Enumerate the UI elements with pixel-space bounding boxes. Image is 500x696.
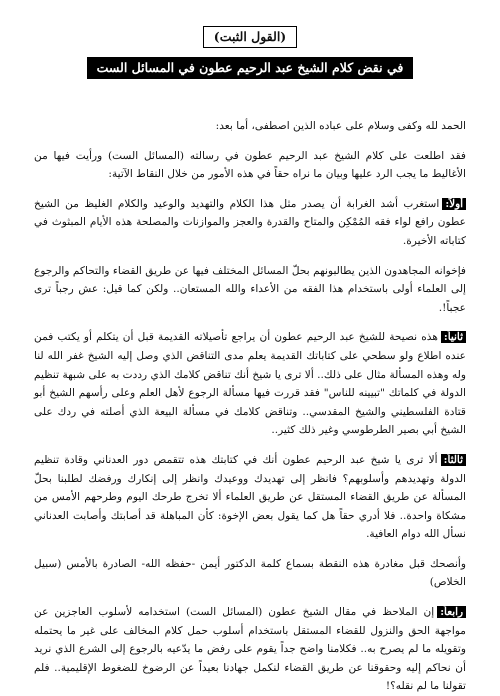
point-label: رابعاً: — [437, 606, 466, 618]
paragraph — [34, 117, 466, 136]
paragraph-text: فإخوانه المجاهدون الذين يطالبونهم بحلّ المسائل المختلف فيها عن طريق القضاء والتحاكم والرجوع إلى العلماء أولى باستخدام هذا الفقه من الأعداء والله المستعان.. ولكن كما قيل: عش رجباً ترى عجباً!. — [34, 264, 466, 314]
document-body — [34, 117, 466, 696]
paragraph-text: ألا ترى يا شيخ عبد الرحيم عطون أنك في كتابتك هذه تتقمص دور العدناني وقادة تنظيم الدولة وتهديدهم وأسلوبهم؟ فانظر إلى تهديدك ووعيدك وانظر إلى إنكارك ورفضك لطلبنا بحلّ المسألة عن طريق القضاء المستقل عن طريق العلماء ألا تخرج طرحك اليوم وطرحهم الأمس من مشكاة واحدة.. فلا أدري حقاً هل كما يقول بعض الإخوة: كأن المباهلة قد أصابتك وأصابت العدناني نسأل الله دوام العافية. — [34, 453, 466, 541]
paragraph-text: فقد اطلعت على كلام الشيخ عبد الرحيم عطون في رسالته (المسائل الست) ورأيت فيها من الأغاليط ما يجب الرد عليها وبيان ما نراه حقاً في هذه الأمور من خلال النقاط الآتية: — [34, 149, 466, 181]
document-subtitle: في نقض كلام الشيخ عبد الرحيم عطون في المسائل الست — [87, 57, 414, 79]
document-title: (القول الثبت) — [203, 26, 297, 48]
paragraph-text: وأنصحك قبل مغادرة هذه النقطة بسماع كلمة الدكتور أيمن -حفظه الله- الصادرة بالأمس (سبيل الخلاص) — [34, 557, 466, 589]
paragraph — [34, 262, 466, 318]
paragraph — [34, 555, 466, 592]
paragraph — [34, 195, 466, 251]
paragraph — [34, 451, 466, 544]
paragraph — [34, 328, 466, 440]
paragraph — [34, 147, 466, 184]
paragraph-text: هذه نصيحة للشيخ عبد الرحيم عطون أن يراجع تأصيلاته القديمة قبل أن يتكلم أو يكتب فمن عنده اطلاع ولو سطحي على كتاباتك القديمة يعلم مدى التناقض الذي وصل إليه الشيخ غفر الله لنا وله وهذه المسألة مثال على ذلك.. ألا ترى يا شيخ أنك تناقض كلامك الذي رددت به على شبهة تنظيم الدولة في كلماتك "تبيينه للناس" فقد قررت فيها مسألة الرجوع لأهل العلم وعلى رأسهم الشيخ أبو قتادة الفلسطيني والشيخ المقدسي.. وتناقض كلامك في مسألة البيعة الذي أصلته في ردك على الشيخ أبي بصير الطرطوسي وغير ذلك كثير.. — [34, 331, 466, 437]
paragraph-text: إن الملاحظ في مقال الشيخ عطون (المسائل الست) استخدامه لأسلوب العاجزين عن مواجهة الحق والنزول للقضاء المستقل باستخدام أسلوب حمل كلام المخالف على غير ما يحتمله وتقويله ما لم يصرح به.. فكلامنا واضح جداً يقوم على رفض ما يدّعيه بالرجوع إلى الشرع الذي نريد أن نحاكم إليه وحقوقنا عن طريق القضاء لنكمل جهادنا بعيداً عن الرضوخ للضغوط الإقليمية.. فلم تقولنا ما لم نقله؟! — [34, 606, 466, 693]
paragraph-text: الحمد لله وكفى وسلام على عباده الذين اصطفى، أما بعد: — [215, 120, 466, 132]
heading-wrap — [34, 26, 466, 57]
point-label: أولاً: — [442, 198, 466, 210]
subheading-wrap — [34, 57, 466, 79]
point-label: ثانياً: — [441, 331, 466, 343]
paragraph-text: استغرب أشد الغرابة أن يصدر مثل هذا الكلام والتهديد والوعيد والكلام الغليظ من الشيخ عطون رافع لواء فقه المُمْكِن والمتاح والقدرة والعجز والموازنات والمصلحة هذه الأيام المبثوث في كتاباته الأخيرة. — [34, 197, 466, 247]
point-label: ثالثاً: — [441, 454, 466, 466]
